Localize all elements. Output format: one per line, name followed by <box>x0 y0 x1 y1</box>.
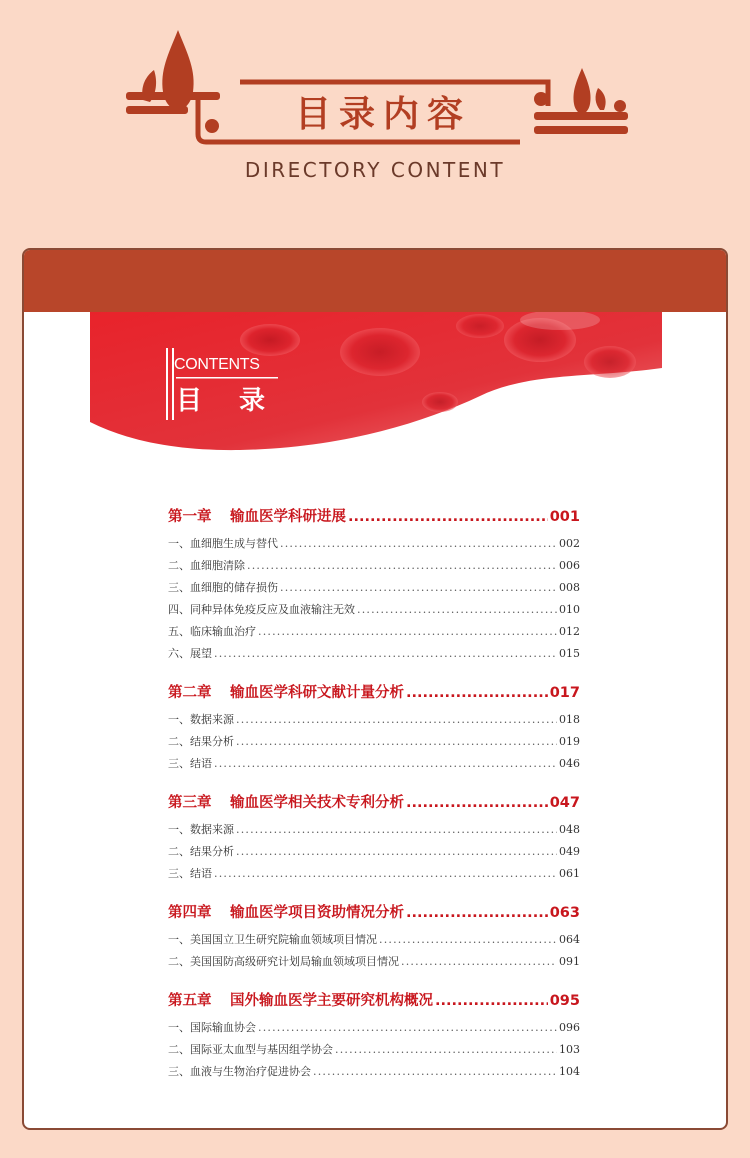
leader-dots <box>247 559 557 572</box>
item-page: 008 <box>559 581 580 594</box>
item-label: 二、美国国防高级研究计划局输血领域项目情况 <box>168 955 399 968</box>
directory-banner <box>0 0 750 230</box>
chapter-number: 第五章 <box>168 993 212 1009</box>
item-page: 006 <box>559 559 580 572</box>
chapter-title: 输血医学相关技术专利分析 <box>230 795 404 811</box>
item-label: 三、血细胞的储存损伤 <box>168 581 278 594</box>
chapter-number: 第二章 <box>168 685 212 701</box>
toc-item[interactable] <box>168 1063 580 1085</box>
item-label: 一、美国国立卫生研究院输血领域项目情况 <box>168 933 377 946</box>
item-label: 一、国际输血协会 <box>168 1021 256 1034</box>
table-of-contents <box>168 505 580 1085</box>
item-page: 002 <box>559 537 580 550</box>
hero-contents-label: CONTENTS <box>174 356 260 373</box>
item-page: 103 <box>559 1043 580 1056</box>
toc-chapter[interactable] <box>168 505 580 531</box>
banner-subtitle: DIRECTORY CONTENT <box>244 158 506 182</box>
hero-title: 目 录 <box>176 386 280 416</box>
item-page: 049 <box>559 845 580 858</box>
leader-dots <box>406 905 548 921</box>
item-page: 104 <box>559 1065 580 1078</box>
toc-item[interactable] <box>168 1041 580 1063</box>
banner-title: 目录内容 <box>294 93 471 135</box>
item-label: 二、血细胞清除 <box>168 559 245 572</box>
toc-item[interactable] <box>168 601 580 623</box>
chapter-title: 输血医学项目资助情况分析 <box>230 905 404 921</box>
item-page: 096 <box>559 1021 580 1034</box>
chapter-page: 001 <box>549 509 580 525</box>
item-label: 二、国际亚太血型与基因组学协会 <box>168 1043 333 1056</box>
chapter-title: 输血医学科研进展 <box>230 509 346 525</box>
item-page: 012 <box>559 625 580 638</box>
item-page: 064 <box>559 933 580 946</box>
item-label: 三、结语 <box>168 867 212 880</box>
contents-hero-image <box>90 312 662 452</box>
toc-item[interactable] <box>168 579 580 601</box>
item-page: 046 <box>559 757 580 770</box>
leader-dots <box>258 1021 557 1034</box>
item-label: 二、结果分析 <box>168 735 234 748</box>
item-label: 二、结果分析 <box>168 845 234 858</box>
chapter-page: 047 <box>549 795 580 811</box>
leader-dots <box>357 603 557 616</box>
toc-item[interactable] <box>168 711 580 733</box>
item-page: 015 <box>559 647 580 660</box>
chapter-page: 017 <box>549 685 580 701</box>
toc-item[interactable] <box>168 953 580 975</box>
toc-item[interactable] <box>168 755 580 777</box>
leader-dots <box>313 1065 557 1078</box>
toc-item[interactable] <box>168 645 580 667</box>
toc-chapter[interactable] <box>168 901 580 927</box>
chapter-number: 第一章 <box>168 509 212 525</box>
right-leaf-icon <box>596 88 606 110</box>
leader-dots <box>236 845 557 858</box>
toc-item[interactable] <box>168 557 580 579</box>
right-flame-icon <box>573 68 590 114</box>
chapter-number: 第三章 <box>168 795 212 811</box>
leader-dots <box>258 625 557 638</box>
toc-chapter[interactable] <box>168 989 580 1015</box>
leader-dots <box>401 955 557 968</box>
toc-item[interactable] <box>168 931 580 953</box>
item-label: 三、血液与生物治疗促进协会 <box>168 1065 311 1078</box>
toc-item[interactable] <box>168 1019 580 1041</box>
panel-header-bar <box>24 250 726 312</box>
leader-dots <box>214 647 557 660</box>
item-label: 一、血细胞生成与替代 <box>168 537 278 550</box>
leader-dots <box>214 867 557 880</box>
leader-dots <box>236 713 557 726</box>
toc-chapter[interactable] <box>168 681 580 707</box>
leader-dots <box>236 823 557 836</box>
item-label: 三、结语 <box>168 757 212 770</box>
toc-chapter[interactable] <box>168 791 580 817</box>
item-page: 010 <box>559 603 580 616</box>
item-page: 091 <box>559 955 580 968</box>
leader-dots <box>406 685 548 701</box>
chapter-page: 095 <box>549 993 580 1009</box>
item-page: 061 <box>559 867 580 880</box>
item-page: 019 <box>559 735 580 748</box>
item-label: 一、数据来源 <box>168 823 234 836</box>
item-label: 一、数据来源 <box>168 713 234 726</box>
chapter-title: 国外输血医学主要研究机构概况 <box>230 993 433 1009</box>
toc-item[interactable] <box>168 535 580 557</box>
leader-dots <box>379 933 557 946</box>
item-label: 六、展望 <box>168 647 212 660</box>
leader-dots <box>280 581 557 594</box>
chapter-title: 输血医学科研文献计量分析 <box>230 685 404 701</box>
leader-dots <box>435 993 548 1009</box>
leader-dots <box>406 795 548 811</box>
item-page: 018 <box>559 713 580 726</box>
chapter-page: 063 <box>549 905 580 921</box>
leader-dots <box>280 537 557 550</box>
toc-item[interactable] <box>168 821 580 843</box>
toc-item[interactable] <box>168 623 580 645</box>
item-label: 五、临床输血治疗 <box>168 625 256 638</box>
toc-item[interactable] <box>168 843 580 865</box>
leader-dots <box>335 1043 557 1056</box>
toc-panel <box>22 248 728 1130</box>
toc-item[interactable] <box>168 733 580 755</box>
leader-dots <box>236 735 557 748</box>
leader-dots <box>214 757 557 770</box>
item-label: 四、同种异体免疫反应及血液输注无效 <box>168 603 355 616</box>
toc-item[interactable] <box>168 865 580 887</box>
leader-dots <box>348 509 548 525</box>
chapter-number: 第四章 <box>168 905 212 921</box>
item-page: 048 <box>559 823 580 836</box>
